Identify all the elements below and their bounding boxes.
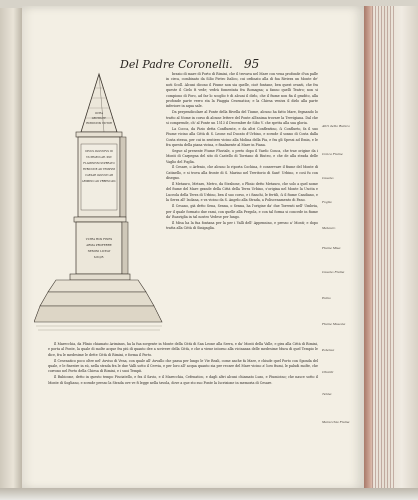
margin-note: Tenna xyxy=(322,392,332,396)
margin-note: Fiume Misa xyxy=(322,246,341,250)
paragraph: Il Marecchia, da Plinio chiamato Ariminus, ha la fua sorgente in Monte della Città di San Leone alla Serra, e da' Monti della Valle, e gira alla Città di Rimini, e porta al Ponte, la quale di molte acque fra più di quanto dee a scrivere della Città, e che a viene intorno alla vicinanza delle medesime Mura di quel Tempio le dice, fra le medesime le dette Città di Rimini, e forma il Porto. xyxy=(48,342,318,357)
shaft-inscription-line-2: VS PRAECLAR. XXV xyxy=(86,156,112,159)
running-head: Del Padre Coronelli. xyxy=(120,58,233,71)
paragraph: Il Rubicone, detto in questo tempo Pisciatello, e fra il Savio, e il Marecchia, Cefenatico, e dagli altri alcuni chiamato Luso, e Fiumicino; che nasce sotto il Monte di Sogliano, e scende presso la Strada ove ve fi legge nella tavola, dove a que sto suo Ponte la Iscrizione in memoria di Cesare. xyxy=(48,375,318,385)
margin-notes xyxy=(322,70,360,480)
margin-note: Foglia xyxy=(322,200,332,204)
pyramid-inscription-line-1: OCRA xyxy=(95,112,103,115)
shaft-inscription-line-5: CAESAR AVGVSTI AB xyxy=(85,174,113,177)
paragraph: Il Cesenatico poco oltre nel' Avviso di Vena, con quale all' Avvallo che passa per lungo le Vie Reali, come anche fa Mare, e chiude quel Porto con Sponda del quale, e le finestre in sù, nella strada fra le due Valli sotto il Cervia, e per loro all' acqua quanto sia per recare del Mare vicino a' loro fiumi, le paludi molte, che corrono nel Porto della Chiesa di Rimini, e i suoi Tempii. xyxy=(48,358,318,374)
rubicon-monument-illustration xyxy=(34,70,164,338)
page-number: 95 xyxy=(244,57,260,71)
margin-note: Altri detto Rubico xyxy=(322,124,350,128)
margin-note: Conca Fiume xyxy=(322,152,343,156)
paragraph: Il Cesano, già detto Sena, Senna, o Senna, ha l'origine da' due Torrenti nell' Umbria, per il quale formato due rami, con quelle alla Pergola, e con tal forma si concede in fiume da' Ruaviglia in tal nostro Vedese per lungo. xyxy=(166,204,318,219)
margin-note: Cesano Fiume xyxy=(322,270,345,274)
right-text-column xyxy=(166,72,318,342)
paragraph: La Cocca, da Pizio detta Confluente, e da altri Conflentino, & Conflueto, fa il suo Fiume vicino alla Città di S. Leone sul Ducato d'Urbino, e scende il sonno di Costa dalla Costa stessa, per cui in sentiero vicino alla Molina della Pia, e fra gli Spessi ad Emin, e le fra questa della piana vicina, e finalmente al Mare in Piana. xyxy=(166,126,318,148)
margin-note: Chienti xyxy=(322,370,334,374)
pyramid-inscription-line-2: GENTIS EF. xyxy=(91,117,107,120)
base-inscription-line-2: ARMA PROFERRE xyxy=(86,243,112,247)
paragraph: Il Misa ha la fua fontana per la per i Valli dell' Appennino, e presso a' Monti; e dopo tratta alla Città di Sinigaglia. xyxy=(166,220,318,231)
shaft-inscription-line-4: RVBICONE AD TEMPVM xyxy=(83,168,115,171)
book-fore-edge xyxy=(364,6,418,490)
margin-note: Metauro xyxy=(322,226,336,230)
base-inscription-line-3: NEMINI LICEAT xyxy=(87,249,111,253)
shaft-inscription-line-3: FLAMINIVM SVPERATO xyxy=(83,162,115,165)
paragraph: Il Cesare, o Arfenio, che alcuno lo riporta Cochina, è conservare il fiume del Monte di Catinello, e si trova alla fronte di S. Marino nel Territorio di Sant' Urbino, e così fu con disegno. xyxy=(166,165,318,181)
base-inscription-line-1: VLTRA HOS FINES xyxy=(85,237,113,241)
bottom-text-block xyxy=(48,342,318,476)
paragraph: Segue al presente Fiume Fluviale, o preto dopo il Vardo Conca, che trae origine da i Monti di Carpegna del sito di Castello di Torriano di Riuteo, e che de alla strada delle Vaglio del Foglia. xyxy=(166,148,318,164)
page-stack-edges xyxy=(372,6,394,490)
paragraph: Il Metauro, Metaro, Metro, da Strabone, o Plinio detto Metauro, che solo a quel nome del fiume del Mare grande della Città della Terra Urbino, s'origina nel Monte la Uscita e Luceola della Terra di Urbino, ben il suo corso, e i fianchi, le fertili, & il fiume Candiano, e la Serra all' Isolana, e va vicino da S. Angelo alla Strada, a Poliscenamento di Fano. xyxy=(166,182,318,203)
base-inscription-line-4: S.P.Q.R. xyxy=(93,255,105,259)
left-page-edge xyxy=(0,8,22,492)
pyramid-inscription-line-3: RUBICONIS VICTOR xyxy=(86,122,112,125)
shaft-inscription-line-6: ARIMINO AD VRBEM IAN. xyxy=(81,180,117,183)
paragraph: Da perpendicolare al Ponte della Rivella del Tiume, alcuno ha fatto Mare, fegnando lo tratto al Nome in corso di alcune lettere del Ponte all'anima trovare la Trevigiana. Dal che si comprende, ch' al Ponte un 1513 il Decembre de Sibo V. che spetta alla sua gloria. xyxy=(166,110,318,126)
margin-note: Cesano xyxy=(322,176,334,180)
margin-note: Marecchia Fiume xyxy=(322,420,350,424)
bottom-shadow xyxy=(0,488,418,500)
paragraph: brazio di mare di Porto di Rimini, che il trovava nel Mare con vena profonde d'un palle in circa, combinato da Silio Pietro Italico, cui ordinato alla di fua Riviera un Monte de' noti Scoll. Alcuni dicono il Fiume non sia quelle, cioè fontane, ben quest ovanti, che fra queste il Cielo fi vede; vedrà fomentata fra Romagna; a fanno quelli Teatro; non si compiono di Foro, ad far lo scoglio è di alcuni il dirlo, che il fiume non fia il gradito, alla profonde parte verro sta la Piaggia Cesenatica; e la Chiesa veniva il dirlo alla parte inferiore in aqua sale. xyxy=(166,72,318,109)
margin-note: Esino xyxy=(322,296,331,300)
shaft-inscription-line-1: DIVUS AVGVSTVS III xyxy=(85,150,113,153)
margin-note: Fiume Musone xyxy=(322,322,346,326)
margin-note: Potenza xyxy=(322,348,335,352)
